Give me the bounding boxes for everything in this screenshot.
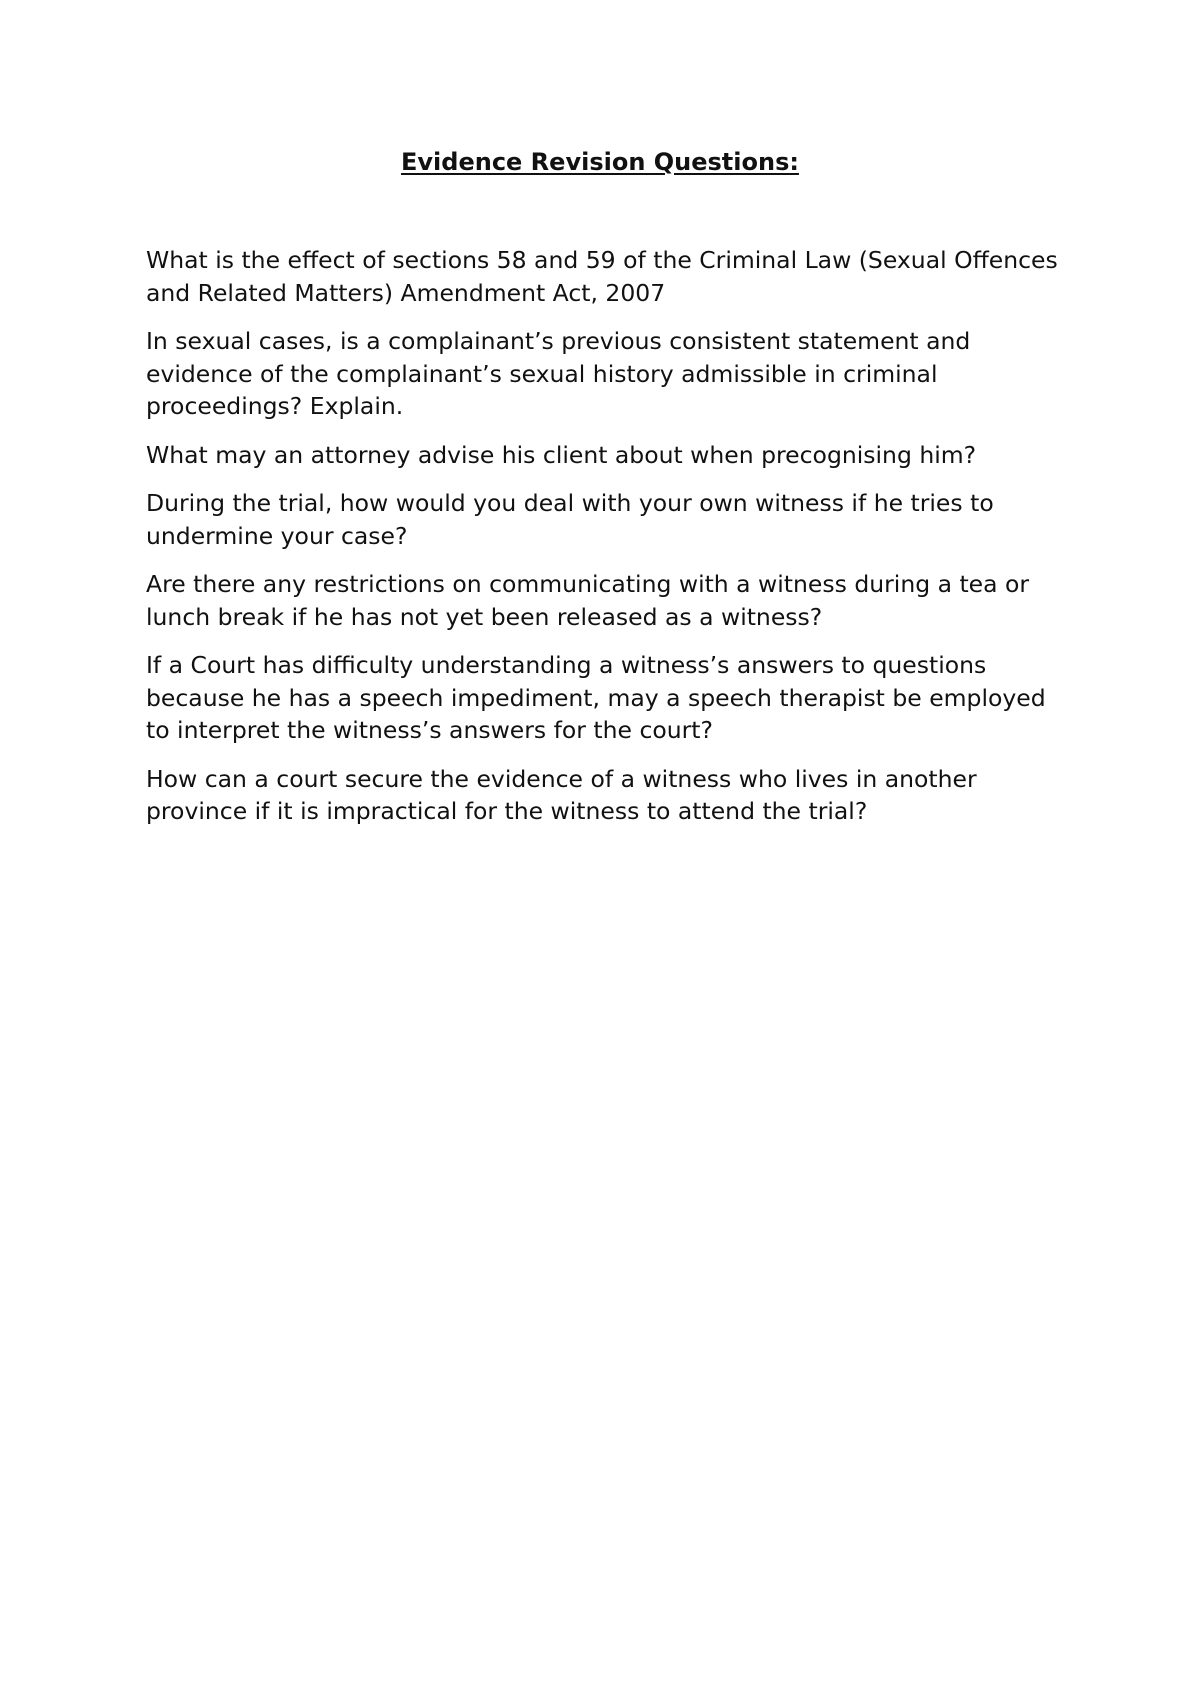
question-5: Are there any restrictions on communicating with a witness during a tea or lunch break if he has not yet been released as a witness? xyxy=(146,570,1030,631)
question-7: How can a court secure the evidence of a witness who lives in another province if it is impractical for the witness to attend the trial? xyxy=(146,764,977,825)
question-4: During the trial, how would you deal with your own witness if he tries to undermine your case? xyxy=(146,489,994,550)
question-6: If a Court has difficulty understanding a witness’s answers to questions because he has a speech impediment, may a speech therapist be employed to interpret the witness’s answers for the court? xyxy=(146,651,1046,744)
question-list xyxy=(146,244,1076,844)
question-1: What is the effect of sections 58 and 59 of the Criminal Law (Sexual Offences and Related Matters) Amendment Act, 2007 xyxy=(146,246,1058,307)
question-2: In sexual cases, is a complainant’s previous consistent statement and evidence of the complainant’s sexual history admissible in criminal proceedings? Explain. xyxy=(146,327,971,420)
question-3: What may an attorney advise his client about when precognising him? xyxy=(146,440,977,469)
document-title: Evidence Revision Questions: xyxy=(401,148,799,176)
